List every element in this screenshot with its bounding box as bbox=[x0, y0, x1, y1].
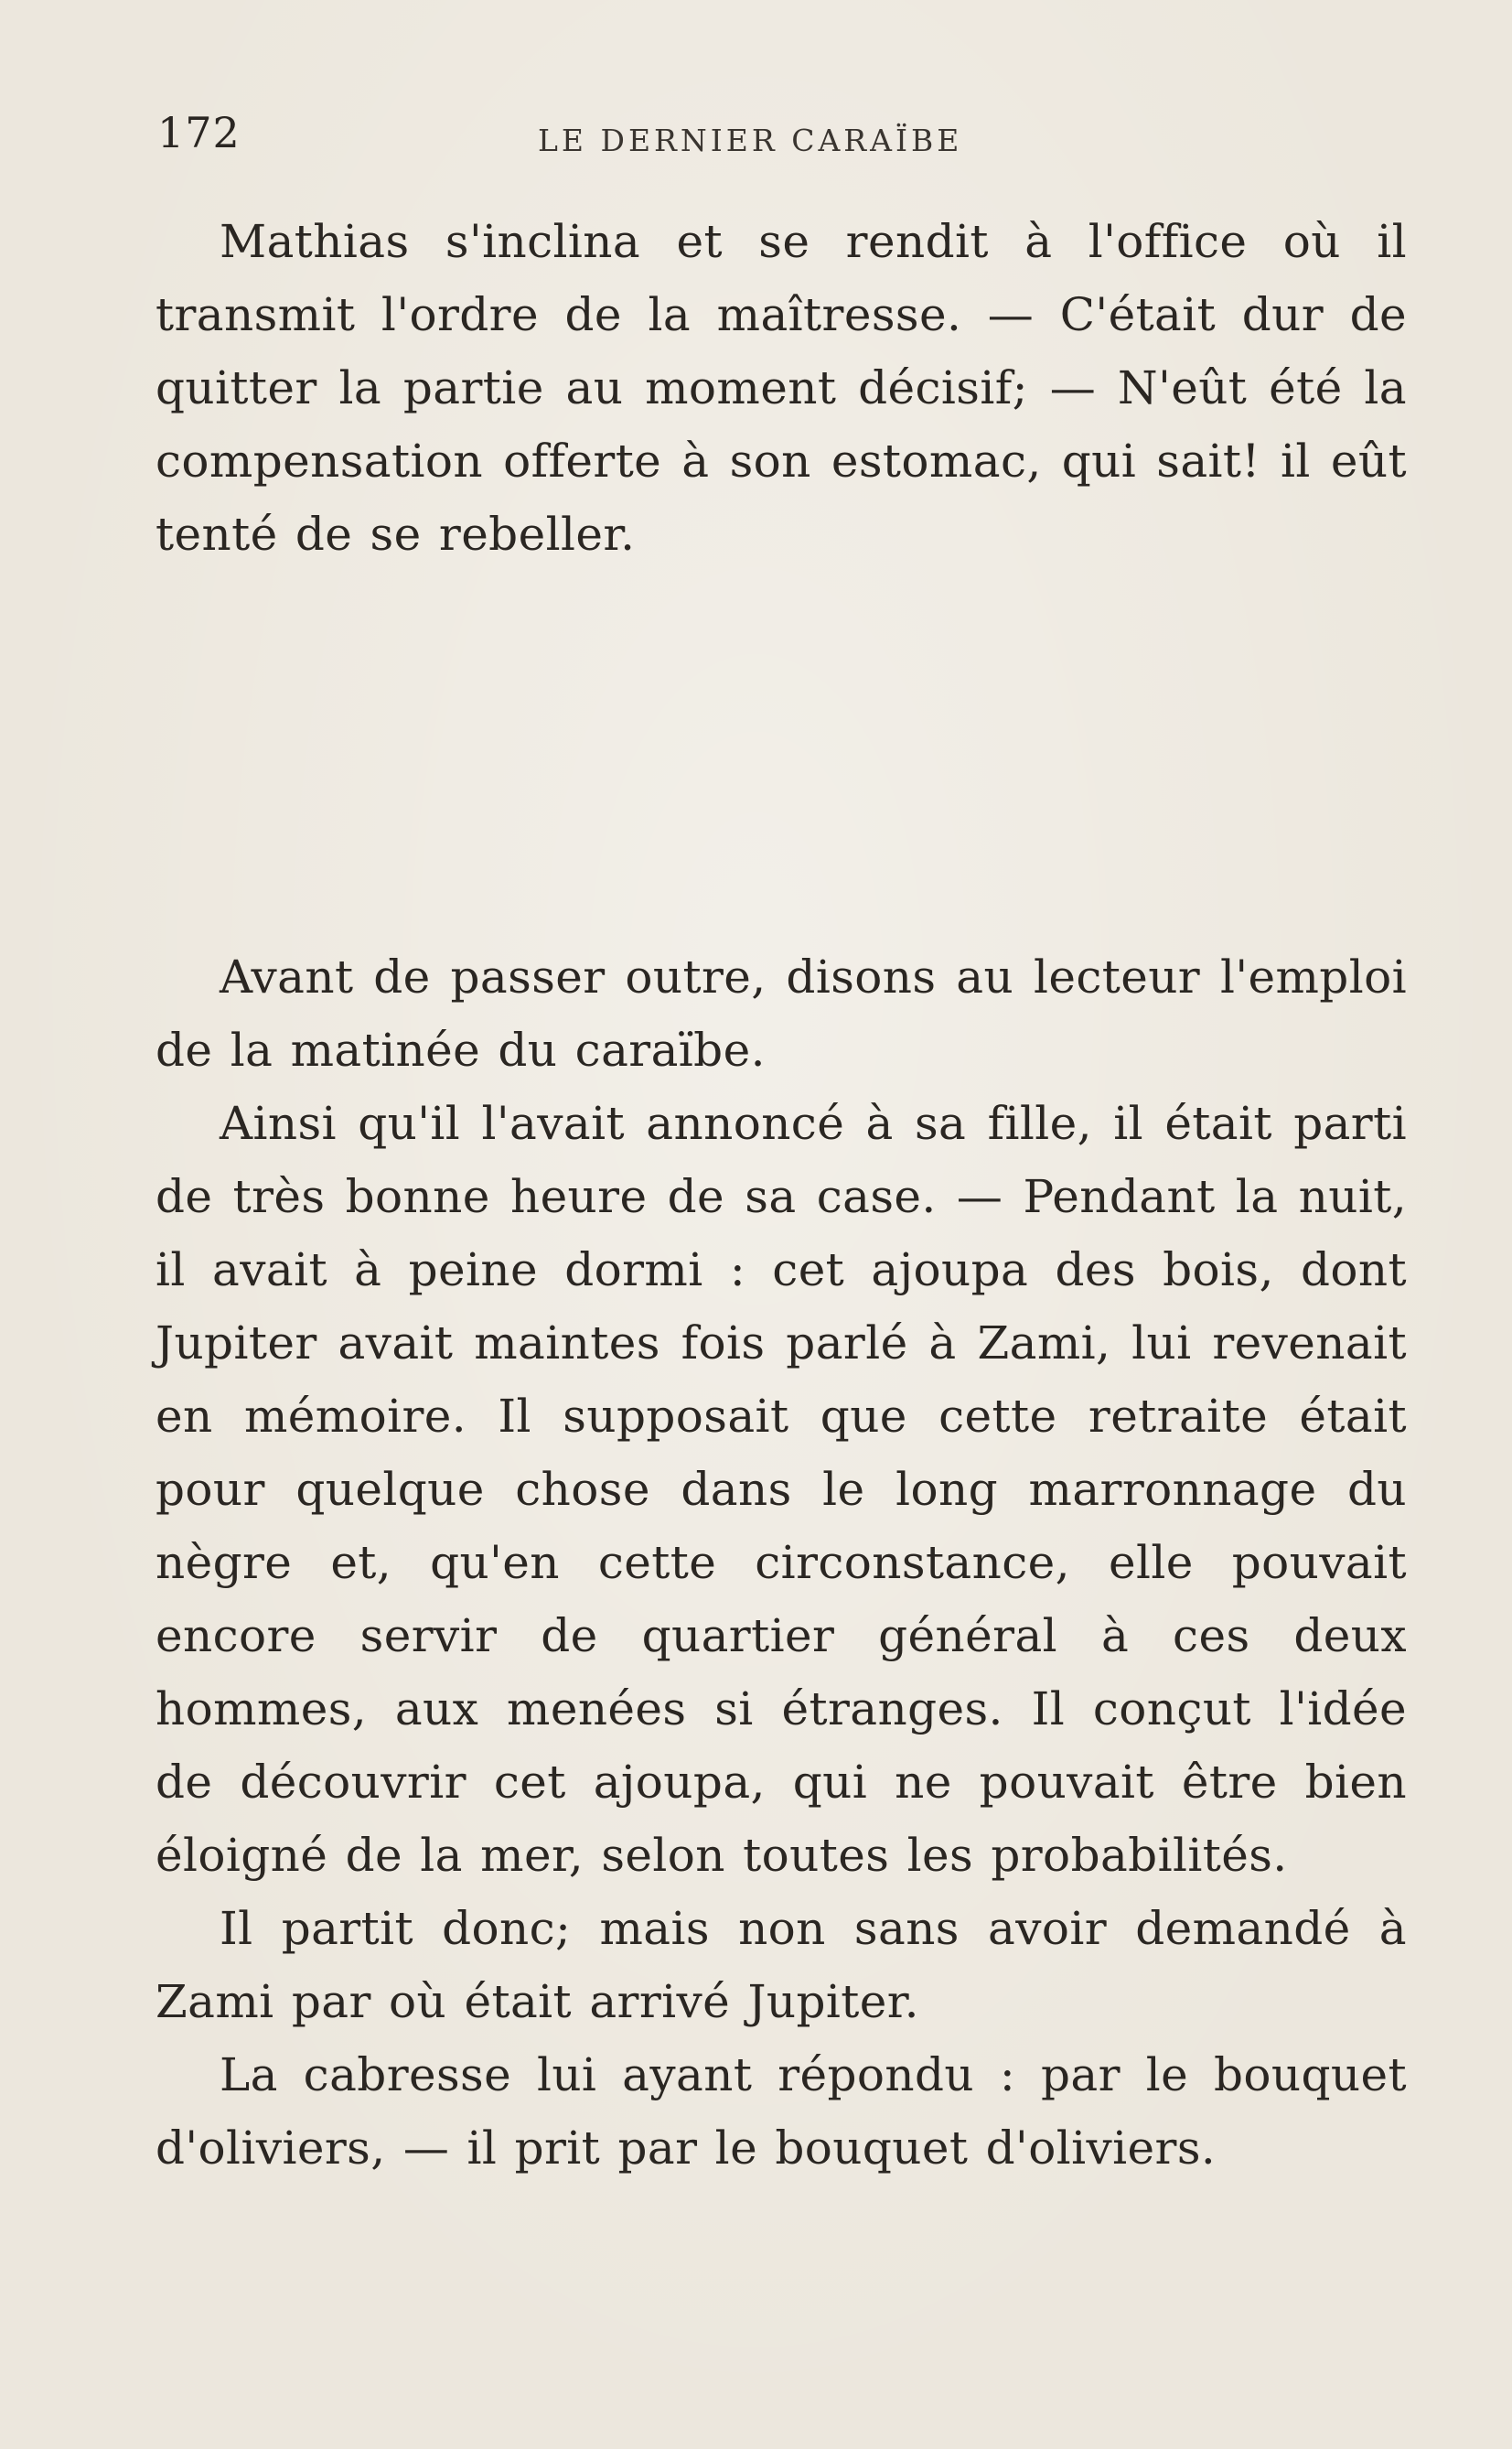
text-block-top bbox=[155, 205, 1407, 571]
paragraph: Avant de passer outre, disons au lecteur l'emploi de la matinée du caraïbe. bbox=[155, 951, 1407, 1077]
page-number: 172 bbox=[157, 108, 241, 157]
page-header bbox=[157, 108, 1420, 172]
paragraph: Mathias s'inclina et se rendit à l'office où il transmit l'ordre de la maîtresse. — C'était dur de quitter la partie au moment décisif; — N'eût été la compensation offerte à son estomac, qui sait! il eût tenté de se rebeller. bbox=[155, 215, 1407, 561]
paragraph: La cabresse lui ayant répondu : par le bouquet d'oliviers, — il prit par le bouquet d'oliviers. bbox=[155, 2048, 1407, 2175]
running-title: LE DERNIER CARAÏBE bbox=[538, 123, 963, 158]
show-through-texture bbox=[155, 567, 1418, 897]
paragraph: Ainsi qu'il l'avait annoncé à sa fille, il était parti de très bonne heure de sa case. — Pendant la nuit, il avait à peine dormi : cet ajoupa des bois, dont Jupiter avait maintes fois parlé à Zami, lui revenait en mémoire. Il supposait que cette retraite était pour quelque chose dans le long marronnage du nègre et, qu'en cette circonstance, elle pouvait encore servir de quartier général à ces deux hommes, aux menées si étranges. Il conçut l'idée de découvrir cet ajoupa, qui ne pouvait être bien éloigné de la mer, selon toutes les probabilités. bbox=[155, 1097, 1407, 1882]
paragraph: Il partit donc; mais non sans avoir demandé à Zami par où était arrivé Jupiter. bbox=[155, 1902, 1407, 2028]
text-block-bottom bbox=[155, 940, 1407, 2185]
